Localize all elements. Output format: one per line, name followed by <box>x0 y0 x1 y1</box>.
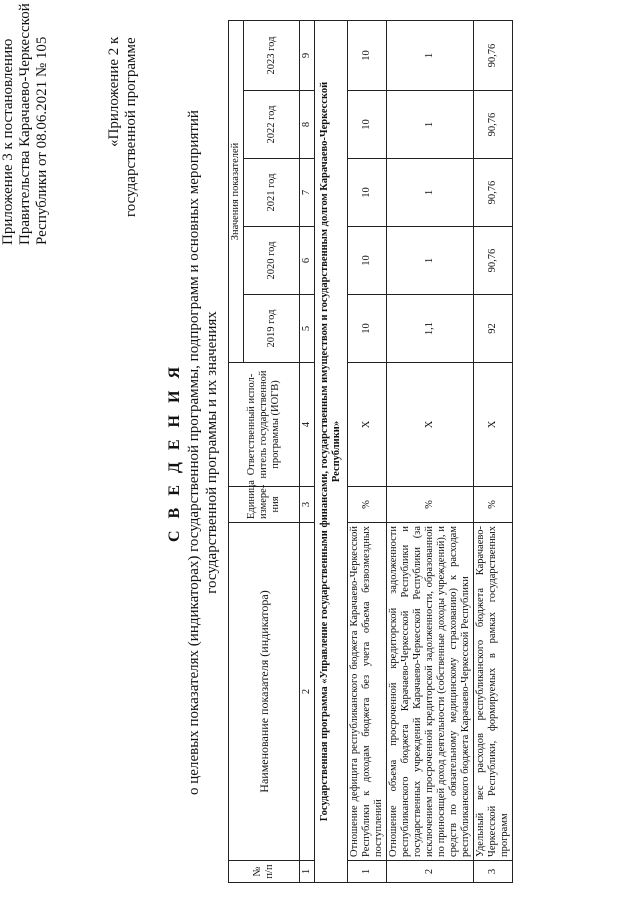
header-year: 2019 год <box>244 295 300 363</box>
header-values-group: Значения показателей <box>229 21 244 363</box>
row-value: 1 <box>387 91 474 159</box>
row-name: Отношение объема просроченной кредиторской задолженности республиканского бюджета Карачаево-Черкесской Республики и государственных учреждений Карачаево-Черкесской Республики (за исключением просроченной кредиторской задолженности, образованной по приносящей доход деятельности (собственные доходы учреждений), и средств по обязательному медицинскому страхованию) к расходам республиканского бюджета Карачаево-Черкесской Республики <box>387 523 474 861</box>
row-value: 1,1 <box>387 295 474 363</box>
row-num: 1 <box>348 861 387 883</box>
row-num: 2 <box>387 861 474 883</box>
header-num: № п/п <box>229 861 300 883</box>
col-number: 9 <box>300 21 315 91</box>
program-appendix-line: «Приложение 2 к <box>106 36 122 147</box>
row-value: 10 <box>348 159 387 227</box>
program-appendix-line: государственной программе <box>123 37 139 217</box>
appendix-line: Правительства Карачаево-Черкесской <box>17 3 33 245</box>
row-responsible: X <box>387 363 474 487</box>
header-responsible: Ответственный испол-нитель государственной программы (ИОГВ) <box>229 363 300 487</box>
row-unit: % <box>387 487 474 523</box>
row-value: 1 <box>387 21 474 91</box>
row-name: Удельный вес расходов республиканского бюджета Карачаево-Черкесской Республики, формируемых в рамках государственных программ <box>474 523 513 861</box>
indicators-table <box>228 20 513 883</box>
section-title: Государственная программа «Управление государственными финансами, государственным имуществом и государственным долгом Карачаево-Черкесской Республики» <box>315 21 348 883</box>
row-num: 3 <box>474 861 513 883</box>
row-responsible: X <box>474 363 513 487</box>
table-row <box>387 21 474 883</box>
col-number: 7 <box>300 159 315 227</box>
col-number: 2 <box>300 523 315 861</box>
col-number: 3 <box>300 487 315 523</box>
row-value: 90,76 <box>474 91 513 159</box>
header-year: 2022 год <box>244 91 300 159</box>
header-year: 2020 год <box>244 227 300 295</box>
row-value: 1 <box>387 227 474 295</box>
row-value: 90,76 <box>474 227 513 295</box>
row-unit: % <box>348 487 387 523</box>
col-number: 8 <box>300 91 315 159</box>
col-number: 5 <box>300 295 315 363</box>
col-number: 1 <box>300 861 315 883</box>
document-title-line: государственной программы и их значениях <box>204 311 220 594</box>
header-unit: Единица измере-ния <box>229 487 300 523</box>
row-value: 10 <box>348 91 387 159</box>
row-value: 90,76 <box>474 159 513 227</box>
document-title-line: о целевых показателях (индикаторах) государственной программы, подпрограмм и основных мероприятий <box>186 110 202 795</box>
section-row <box>315 21 348 883</box>
row-value: 10 <box>348 21 387 91</box>
row-name: Отношение дефицита республиканского бюджета Карачаево-Черкесской Республики к доходам бюджета без учета объема безвозмездных поступлений <box>348 523 387 861</box>
header-year: 2021 год <box>244 159 300 227</box>
row-unit: % <box>474 487 513 523</box>
row-value: 90,76 <box>474 21 513 91</box>
column-numbers-row <box>300 21 315 883</box>
appendix-line: Республики от 08.06.2021 № 105 <box>34 36 50 245</box>
header-year: 2023 год <box>244 21 300 91</box>
table-header-row <box>229 21 244 883</box>
table-row <box>474 21 513 883</box>
row-value: 10 <box>348 295 387 363</box>
appendix-line: Приложение 3 к постановлению <box>0 38 16 245</box>
row-value: 92 <box>474 295 513 363</box>
col-number: 4 <box>300 363 315 487</box>
row-responsible: X <box>348 363 387 487</box>
table-row <box>348 21 387 883</box>
row-value: 1 <box>387 159 474 227</box>
header-name: Наименование показателя (индикатора) <box>229 523 300 861</box>
document-heading: С В Е Д Е Н И Я <box>166 362 183 543</box>
col-number: 6 <box>300 227 315 295</box>
row-value: 10 <box>348 227 387 295</box>
